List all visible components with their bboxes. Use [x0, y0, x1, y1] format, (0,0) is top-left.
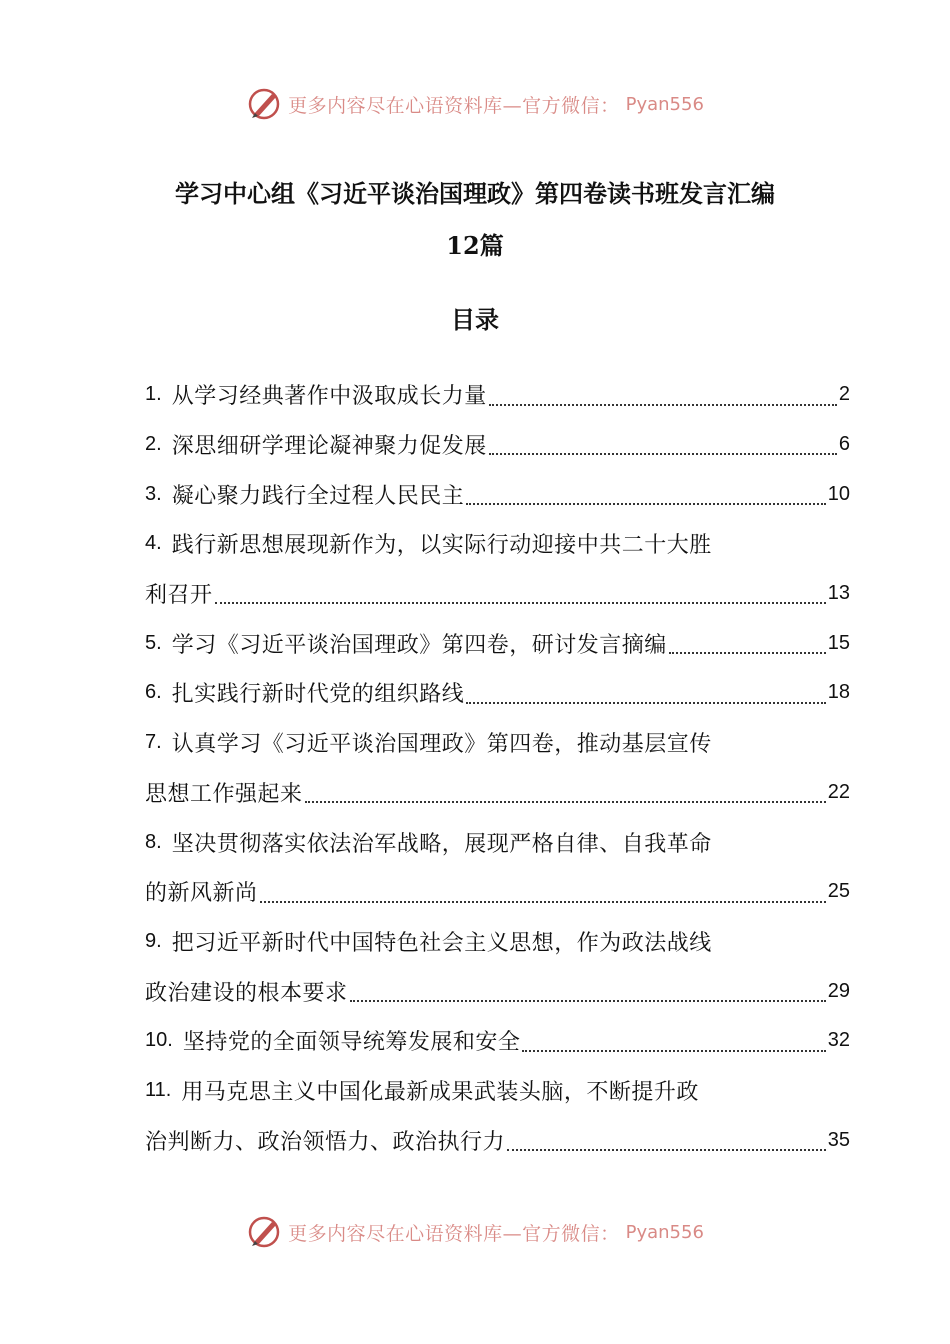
toc-entry-title: 治判断力、政治领悟力、政治执行力 — [145, 1129, 506, 1155]
toc-entry-title: 思想工作强起来 — [145, 781, 303, 807]
toc-entry-line[interactable] — [145, 618, 850, 668]
toc-page-number: 15 — [827, 631, 850, 654]
toc-entry-line[interactable] — [145, 469, 850, 519]
toc-entry-number: 11. — [145, 1078, 172, 1101]
toc-leader-dots — [350, 1000, 826, 1002]
toc-entry-title: 坚持党的全面领导统筹发展和安全 — [182, 1030, 521, 1056]
toc-entry-title: 学习《习近平谈治国理政》第四卷，研讨发言摘编 — [171, 632, 667, 658]
toc-leader-dots — [466, 702, 826, 704]
banner-wechat-id: Pyan556 — [625, 1221, 704, 1243]
toc-entry-title: 深思细研学理论凝神聚力促发展 — [171, 434, 487, 460]
toc-entry-line[interactable] — [145, 1115, 850, 1165]
toc-page-number: 25 — [827, 880, 850, 903]
toc-entry-title: 扎实践行新时代党的组织路线 — [171, 682, 465, 708]
banner-text: 更多内容尽在心语资料库—官方微信： — [288, 1222, 620, 1245]
toc-entry-number: 6. — [145, 681, 162, 704]
toc-page-number: 13 — [827, 582, 850, 605]
pen-logo-icon — [246, 1214, 282, 1250]
toc-entry-title: 的新风新尚 — [145, 881, 258, 907]
toc-entry-number: 4. — [145, 532, 162, 555]
toc-leader-dots — [507, 1149, 826, 1151]
toc-leader-dots — [305, 801, 826, 803]
toc-entry-number: 7. — [145, 731, 162, 754]
toc-entry-line[interactable] — [145, 569, 850, 619]
toc-leader-dots — [260, 901, 826, 903]
toc-entry-title: 把习近平新时代中国特色社会主义思想，作为政法战线 — [171, 930, 712, 956]
toc-entry-line[interactable] — [145, 917, 850, 967]
toc-entry-title: 坚决贯彻落实依法治军战略，展现严格自律、自我革命 — [171, 831, 712, 857]
document-subtitle: 12篇 — [446, 231, 504, 260]
toc-leader-dots — [669, 652, 826, 654]
toc-page-number: 2 — [838, 383, 850, 406]
toc-page-number: 32 — [827, 1029, 850, 1052]
toc-entry-line[interactable] — [145, 1066, 850, 1116]
pen-logo-icon — [246, 86, 282, 122]
banner-text: 更多内容尽在心语资料库—官方微信： — [288, 94, 620, 117]
toc-entry-number: 10. — [145, 1029, 173, 1052]
toc-entry-title: 从学习经典著作中汲取成长力量 — [171, 384, 487, 410]
toc-entry-title: 政治建设的根本要求 — [145, 980, 348, 1006]
toc-page-number: 18 — [827, 681, 850, 704]
toc-entry-line[interactable] — [145, 370, 850, 420]
toc-page-number: 35 — [827, 1128, 850, 1151]
banner-wechat-id: Pyan556 — [625, 93, 704, 115]
toc-entry-line[interactable] — [145, 718, 850, 768]
toc-entry-line[interactable] — [145, 668, 850, 718]
toc-entry-title: 践行新思想展现新作为，以实际行动迎接中共二十大胜 — [171, 533, 712, 559]
toc-entry-number: 8. — [145, 830, 162, 853]
toc-entry-line[interactable] — [145, 966, 850, 1016]
toc-leader-dots — [489, 453, 837, 455]
toc-entry-number: 5. — [145, 631, 162, 654]
toc-entry-title: 用马克思主义中国化最新成果武装头脑，不断提升政 — [181, 1079, 699, 1105]
table-of-contents — [145, 370, 850, 1165]
toc-entry-line[interactable] — [145, 519, 850, 569]
toc-leader-dots — [466, 503, 826, 505]
watermark-banner-top — [0, 84, 950, 124]
toc-entry-number: 3. — [145, 482, 162, 505]
toc-entry-title: 凝心聚力践行全过程人民民主 — [171, 483, 465, 509]
toc-entry-line[interactable] — [145, 1016, 850, 1066]
document-title: 学习中心组《习近平谈治国理政》第四卷读书班发言汇编 — [175, 179, 775, 208]
toc-page-number: 29 — [827, 979, 850, 1002]
toc-entry-title: 利召开 — [145, 583, 213, 609]
toc-page-number: 6 — [838, 433, 850, 456]
watermark-banner-bottom — [0, 1212, 950, 1252]
toc-entry-line[interactable] — [145, 420, 850, 470]
toc-leader-dots — [522, 1050, 825, 1052]
toc-heading: 目录 — [451, 305, 499, 334]
toc-leader-dots — [489, 404, 837, 406]
toc-entry-line[interactable] — [145, 867, 850, 917]
toc-page-number: 10 — [827, 482, 850, 505]
toc-entry-number: 9. — [145, 929, 162, 952]
toc-entry-line[interactable] — [145, 817, 850, 867]
toc-entry-number: 1. — [145, 383, 162, 406]
toc-leader-dots — [215, 602, 826, 604]
toc-entry-line[interactable] — [145, 768, 850, 818]
toc-entry-number: 2. — [145, 433, 162, 456]
toc-entry-title: 认真学习《习近平谈治国理政》第四卷，推动基层宣传 — [171, 732, 712, 758]
toc-page-number: 22 — [827, 780, 850, 803]
